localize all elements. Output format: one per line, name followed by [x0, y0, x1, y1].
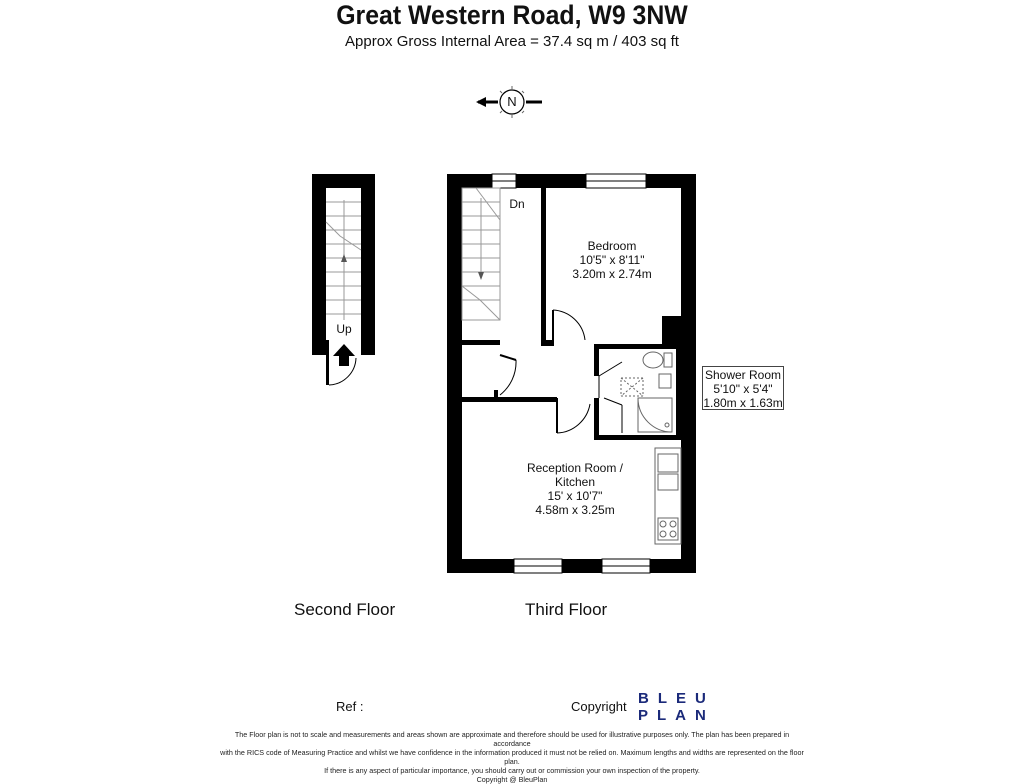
second-floor-label: Second Floor: [294, 600, 396, 619]
disclaimer-line-3: If there is any aspect of particular importance, you should carry out or commission your own inspection of the property.: [324, 766, 700, 775]
shower-imperial: 5'10" x 5'4": [713, 382, 773, 396]
bedroom-imperial: 10'5" x 8'11": [579, 253, 645, 267]
bedroom-label: [552, 239, 672, 281]
second-floor-stair: [312, 174, 375, 385]
logo-line-2: PLAN: [638, 707, 715, 724]
shower-room-label: [702, 366, 784, 410]
ref-label: Ref :: [336, 699, 364, 714]
disclaimer-line-1: The Floor plan is not to scale and measurements and areas shown are approximate and therefore should be used for illustrative purposes only. The plan has been prepared in accordance: [234, 730, 790, 748]
bedroom-name: Bedroom: [587, 239, 637, 253]
reception-imperial: 15' x 10'7": [547, 489, 603, 503]
third-floor-label: Third Floor: [525, 600, 608, 619]
reception-name-2: Kitchen: [554, 475, 596, 489]
bedroom-metric: 3.20m x 2.74m: [572, 267, 652, 281]
disclaimer: [220, 730, 804, 784]
shower-name: Shower Room: [704, 368, 782, 382]
shower-metric: 1.80m x 1.63m: [703, 396, 783, 410]
bleuplan-logo: [638, 690, 715, 724]
disclaimer-line-2: with the RICS code of Measuring Practice and whilst we have confidence in the information produced it must not be relied on. Maximum lengths and widths are represented on the floor plan.: [220, 748, 804, 766]
plan-title: Great Western Road, W9 3NW: [336, 0, 688, 30]
stair-down-label: Dn: [509, 197, 525, 211]
compass-north-label: N: [507, 94, 517, 109]
copyright-label: Copyright: [571, 699, 627, 714]
reception-label: [515, 461, 635, 517]
logo-line-1: BLEU: [638, 690, 715, 707]
reception-name-1: Reception Room /: [526, 461, 624, 475]
stair-up-label: Up: [336, 322, 352, 336]
disclaimer-line-4: Copyright @ BleuPlan: [476, 775, 548, 784]
plan-subtitle: Approx Gross Internal Area = 37.4 sq m / 403 sq ft: [345, 33, 679, 50]
reception-metric: 4.58m x 3.25m: [535, 503, 615, 517]
